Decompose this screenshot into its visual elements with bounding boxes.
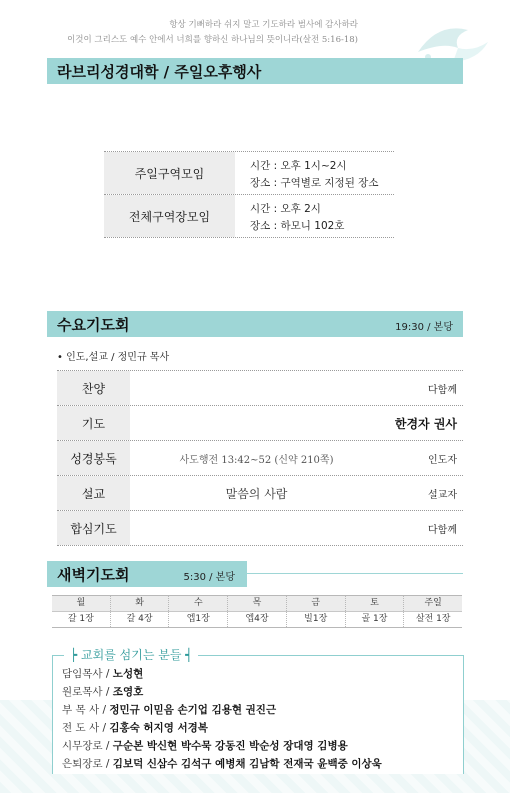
staff-title: ┝ 교회를 섬기는 분들 ┥ [64,646,198,663]
reading-cell: 골 1장 [346,612,405,627]
table-row [57,475,463,510]
staff-role: 전 도 사 / [62,722,110,734]
day-cell: 월 [52,596,111,611]
day-cell: 수 [169,596,228,611]
table-row [57,370,463,405]
list-item [62,665,382,683]
row-person: 다함께 [428,524,457,536]
reading-cell: 갈 4장 [111,612,170,627]
table-row [104,194,394,238]
table-row [57,440,463,475]
row-detail [250,158,378,192]
staff-names: 김보덕 신삼수 김석구 예병채 김남학 전재국 윤백중 이상욱 [112,758,382,770]
staff-list [62,665,382,773]
sunday-section-header [47,58,463,84]
place-text: 장소 : 하모니 102호 [250,220,345,232]
days-header-row [52,596,462,612]
staff-role: 은퇴장로 / [62,758,113,770]
sunday-section-title: 라브리성경대학 / 주일오후행사 [57,63,262,81]
row-label: 기도 [57,406,130,440]
staff-names: 김홍숙 허지영 서경복 [109,722,208,734]
staff-names: 정민규 이믿음 손기업 김용현 권진근 [109,704,277,716]
row-content: 말씀의 사람 [225,486,288,501]
day-cell: 토 [346,596,405,611]
wednesday-time: 19:30 / 본당 [395,322,453,333]
dawn-divider [247,573,463,574]
row-person: 한경자 권사 [394,416,457,431]
dawn-reading-table [52,595,462,628]
day-cell: 주일 [424,598,442,608]
list-item [62,737,382,755]
row-content [130,371,383,405]
row-label: 전체구역장모임 [104,195,235,237]
row-person: 다함께 [428,384,457,396]
row-content [130,511,383,545]
place-text: 장소 : 구역별로 지정된 장소 [250,177,379,189]
list-item [62,683,382,701]
row-content [130,406,383,440]
staff-names: 조영호 [112,686,144,698]
staff-role: 부 목 사 / [62,704,110,716]
list-item [62,701,382,719]
row-detail [250,201,344,235]
verse-line-2: 이것이 그리스도 예수 안에서 너희를 향하신 하나님의 뜻이니라(살전 5:16-18) [67,35,358,45]
reading-cell: 살전 1장 [415,614,451,624]
row-label: 설교 [57,476,130,510]
reading-cell: 갈 1장 [52,612,111,627]
reading-cell: 엡4장 [228,612,287,627]
day-cell: 화 [111,596,170,611]
reading-cell: 빌1장 [287,612,346,627]
table-row [57,510,463,546]
wednesday-order-table [57,370,463,546]
row-person: 설교자 [428,489,457,501]
time-text: 시간 : 오후 2시 [250,203,321,215]
staff-title-text: 교회를 섬기는 분들 [81,648,182,662]
row-label: 합심기도 [57,511,130,545]
dawn-section-title: 새벽기도회 [57,566,130,584]
verse-line-1: 항상 기뻐하라 쉬지 말고 기도하라 범사에 감사하라 [169,20,358,30]
staff-names: 노성현 [112,668,144,680]
row-label: 찬양 [57,371,130,405]
table-row [57,405,463,440]
staff-role: 시무장로 / [62,740,113,752]
table-row [104,151,394,194]
leader-note: • 인도,설교 / 정민규 목사 [57,352,170,363]
row-label: 주일구역모임 [104,152,235,194]
sunday-info-table [104,151,394,238]
day-cell: 목 [228,596,287,611]
list-item [62,755,382,773]
readings-row [52,612,462,627]
row-content: 사도행전 13:42~52 (신약 210쪽) [179,454,334,466]
staff-names: 구순본 박신현 박수묵 강동진 박순성 장대영 김병용 [112,740,348,752]
day-cell: 금 [287,596,346,611]
dawn-time: 5:30 / 본당 [183,572,235,583]
time-text: 시간 : 오후 1시~2시 [250,160,347,172]
dawn-section-header [47,561,247,587]
row-person: 인도자 [428,454,457,466]
list-item [62,719,382,737]
wednesday-section-title: 수요기도회 [57,316,130,334]
row-label: 성경봉독 [57,441,130,475]
staff-role: 담임목사 / [62,668,113,680]
staff-role: 원로목사 / [62,686,113,698]
wednesday-section-header [47,311,463,337]
reading-cell: 엡1장 [169,612,228,627]
